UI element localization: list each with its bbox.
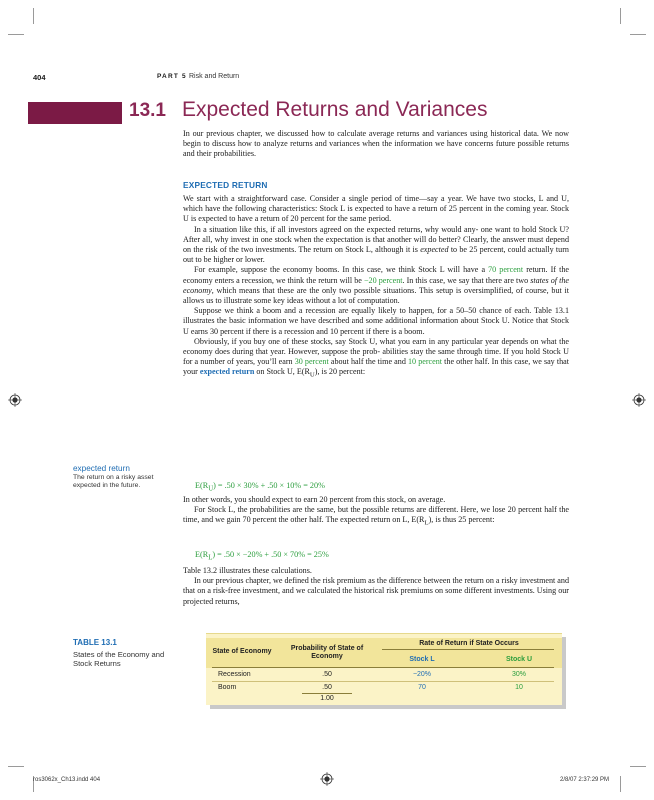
margin-term: expected return	[73, 464, 130, 473]
table-cell-stock-u: 30%	[511, 671, 526, 678]
page-number: 404	[33, 73, 46, 82]
table-cell-state: Recession	[218, 671, 251, 678]
footer-timestamp: 2/8/07 2:37:29 PM	[560, 777, 610, 783]
footer-file-slug: ros3062x_Ch13.indd 404	[33, 777, 101, 783]
table-caption: States of the Economy and Stock Returns	[73, 650, 165, 669]
body-block-3	[183, 566, 569, 607]
table-group-header: Rate of Return if State Occurs	[419, 640, 519, 647]
part-label: PART 5	[157, 73, 187, 80]
paragraph-6: In other words, you should expect to earn 20 percent from this stock, on average.	[183, 495, 446, 504]
key-term-expected-return: expected return	[199, 367, 255, 377]
paragraph-5: Obviously, if you buy one of these stocks, say Stock U, what you earn in any particular year depends on what the economy does during that year. However, suppose the prob- abilities stay the same through time. If you hold Stock U for a number of years, you’ll earn 30 percent about half the time and 10 percent the other half. In this case, we say that your expected return on Stock U, $E(R_U)$, is 20 percent:	[183, 336, 569, 380]
margin-definition: The return on a risky asset expected in the future.	[73, 474, 154, 490]
intro-text: In our previous chapter, we discussed how to calculate average returns and variances using historical data. We now begin to discuss how to analyze returns and variances when the information we have concerns future possible returns and their probabilities.	[183, 129, 569, 159]
registration-mark-icon	[632, 393, 646, 407]
crop-mark	[620, 776, 621, 792]
table-rule	[212, 667, 554, 668]
section-color-bar	[28, 102, 122, 124]
table-states-of-economy	[206, 633, 562, 705]
registration-mark-icon	[8, 393, 22, 407]
section-title: Expected Returns and Variances	[182, 98, 488, 121]
paragraph-7: For Stock L, the probabilities are the same, but the possible returns are different. Here, we lose 20 percent half the time, and we gain 70 percent the other half. The expected return on L, $E(R_L)$, is thus 25 percent:	[183, 505, 569, 528]
section-number: 13.1	[129, 100, 166, 121]
table-rule	[212, 681, 554, 682]
paragraph-8: Table 13.2 illustrates these calculations.	[183, 566, 312, 575]
paragraph-3: For example, suppose the economy booms. In this case, we think Stock L will have a 70 percent return. If the economy enters a recession, we think the return will be −20 percent. In this case, we say that there are two states of the economy, which means that these are the only two possible situations. This setup is oversimplified, of course, but it allows us to illustrate some key ideas without a lot of computation.	[183, 265, 569, 306]
table-cell-prob: .50	[322, 684, 332, 691]
body-block-2	[183, 495, 569, 529]
table-rule	[382, 649, 554, 650]
table-cell-stock-l: −20%	[412, 671, 432, 678]
paragraph-1: We start with a straightforward case. Consider a single period of time—say a year. We have two stocks, L and U, which have the following characteristics: Stock L is expected to have a return of 25 percent in the coming year. Stock U is expected to have a return of 20 percent for the same period.	[183, 194, 569, 224]
crop-mark	[620, 8, 621, 24]
table-cell-stock-u: 10	[515, 684, 523, 691]
crop-mark	[630, 766, 646, 767]
table-label: TABLE 13.1	[73, 638, 117, 647]
table-cell-total: 1.00	[320, 695, 334, 702]
crop-mark	[8, 766, 24, 767]
part-title: Risk and Return	[189, 73, 240, 80]
table-header-state: State of Economy	[212, 648, 272, 655]
table-cell-prob: .50	[322, 671, 332, 678]
table-header-probability: Probability of State of Economy	[290, 645, 364, 660]
crop-mark	[8, 34, 24, 35]
crop-mark	[33, 8, 34, 24]
table-cell-stock-l: 70	[418, 684, 426, 691]
paragraph-4: Suppose we think a boom and a recession are equally likely to happen, for a 50–50 chance of each. Table 13.1 illustrates the basic information we have described and some additional information about Stock U. Notice that Stock U earns 30 percent if there is a recession and 10 percent if there is a boom.	[183, 306, 569, 336]
table-header-stock-l: Stock L	[409, 656, 435, 663]
paragraph-9: In our previous chapter, we defined the risk premium as the difference between the return on a risky investment and that on a risk-free investment, and we calculated the historical risk premiums on some different investments. Using our projected returns,	[183, 576, 569, 606]
table-rule	[302, 693, 352, 694]
registration-mark-icon	[320, 772, 334, 786]
paragraph-2: In a situation like this, if all investors agreed on the expected returns, why would any- one want to hold Stock U? After all, why invest in one stock when the expectation is that another will do better? Clearly, the answer must depend on the risk of the two investments. The return on Stock L, although it is expected to be 25 percent, could actually turn out to be higher or lower.	[183, 224, 569, 265]
table-cell-state: Boom	[218, 684, 237, 691]
table-header-stock-u: Stock U	[505, 656, 533, 663]
body-block-1	[183, 194, 569, 381]
equation-expected-return-u: $E(R_U) = .50 \times 30\% + .50 \times 10\% = 20\%$	[195, 481, 325, 493]
intro-paragraph	[183, 129, 569, 160]
subhead-expected-return: EXPECTED RETURN	[183, 180, 268, 190]
equation-expected-return-l: $E(R_L) = .50 \times -20\% + .50 \times 70\% = 25\%$	[195, 550, 329, 562]
crop-mark	[630, 34, 646, 35]
